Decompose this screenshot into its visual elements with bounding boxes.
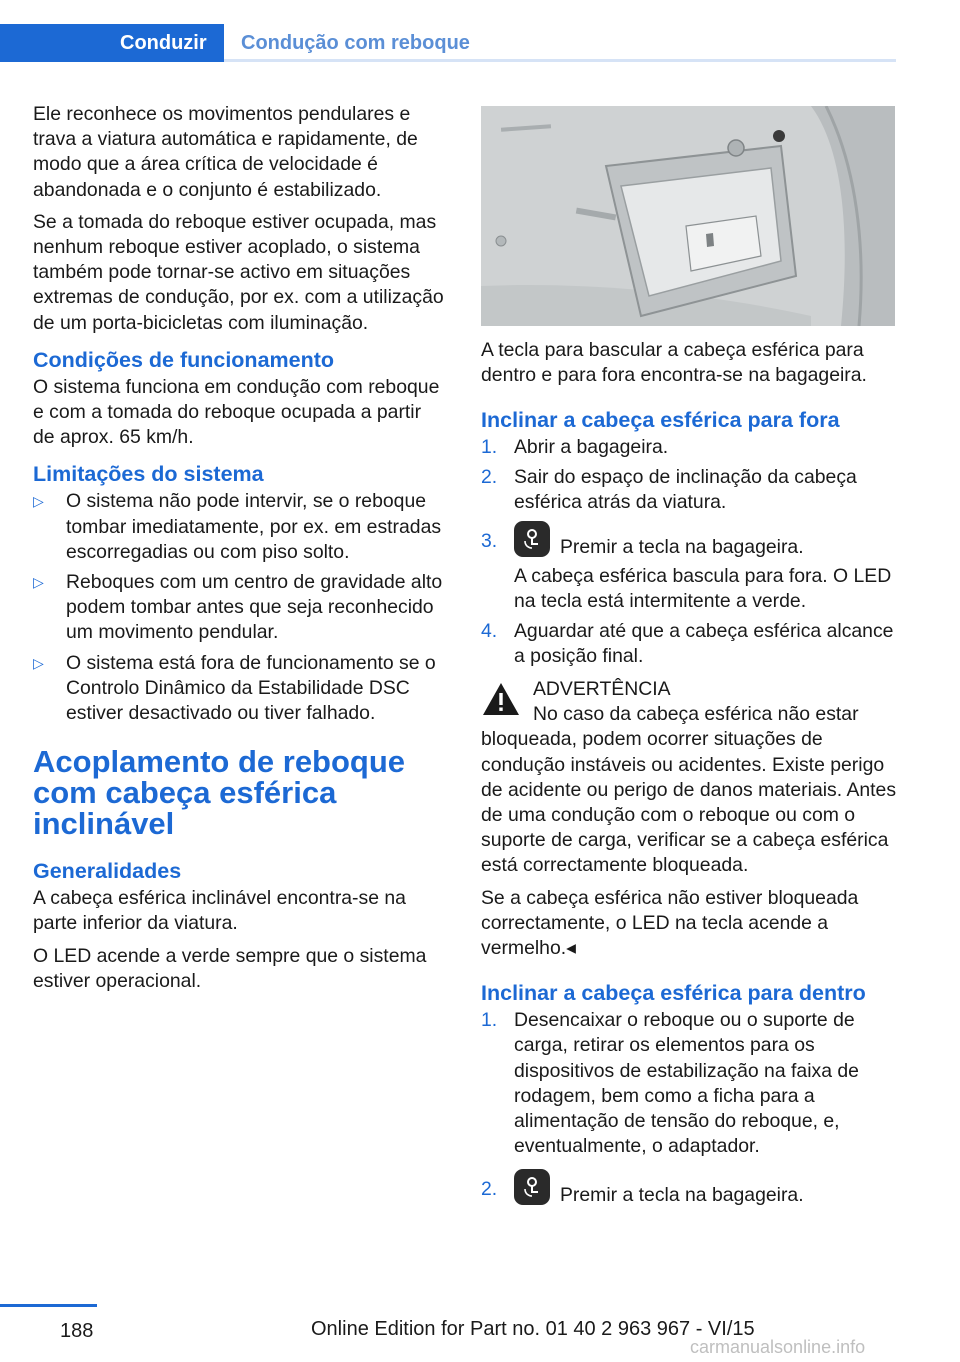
section-tab: Condução com reboque xyxy=(241,32,470,54)
edition-note: Online Edition for Part no. 01 40 2 963 967 - VI/15 xyxy=(311,1318,755,1340)
paragraph-socket: Se a tomada do reboque estiver ocupada, mas nenhum reboque estiver acoplado, o sistema também pode tornar-se activo em situações extremas de condução, por ex. com a utilização de um porta-bicicletas com iluminação. xyxy=(33,210,444,334)
triangle-bullet-icon: ▷ xyxy=(33,574,44,591)
heading-tilt-in: Inclinar a cabeça esférica para dentro xyxy=(481,981,866,1006)
photo-caption: A tecla para bascular a cabeça esférica para dentro e para fora encontra-se na bagageira. xyxy=(481,339,867,387)
tilt-in-steps xyxy=(481,1008,897,1208)
page-header xyxy=(0,24,896,62)
step-item: 1. Abrir a bagageira. xyxy=(481,436,669,459)
tow-hitch-button-icon xyxy=(514,1169,550,1205)
right-column xyxy=(481,338,897,1213)
heading-general: Generalidades xyxy=(33,859,182,884)
step-note: A cabeça esférica bascula para fora. O LED na tecla está intermitente a verde. xyxy=(514,565,892,613)
limitations-list xyxy=(33,489,448,726)
chapter-tab: Conduzir xyxy=(0,24,224,62)
paragraph-pendulum: Ele reconhece os movimentos pendulares e trava a viatura automática e rapidamente, de modo que a área crítica de velocidade é abandonada e o conjunto é estabilizado. xyxy=(33,103,418,201)
tilt-out-steps xyxy=(481,435,897,669)
tow-hitch-button-icon xyxy=(514,521,550,557)
paragraph-general-2: O LED acende a verde sempre que o sistema estiver operacional. xyxy=(33,944,427,992)
warning-triangle-icon xyxy=(481,681,521,717)
step-item: 2. Sair do espaço de inclinação da cabeça esférica atrás da viatura. xyxy=(481,465,857,513)
step-item: 4. Aguardar até que a cabeça esférica alcance a posição final. xyxy=(481,619,894,667)
heading-tilt-out: Inclinar a cabeça esférica para fora xyxy=(481,408,840,433)
footer-rule xyxy=(0,1304,97,1307)
step-item: 1. Desencaixar o reboque ou o suporte de carga, retirar os elementos para os dispositivos de estabilização na faixa de rodagem, bem como a ficha para a alimentação de tensão do reboque, e, eventualmente, o adaptador. xyxy=(481,1009,859,1158)
list-item: ▷ O sistema não pode intervir, se o reboque tombar imediatamente, por ex. em estradas escorregadias ou com piso solto. xyxy=(33,490,442,563)
triangle-bullet-icon: ▷ xyxy=(33,493,44,510)
header-underline xyxy=(224,59,896,62)
heading-conditions: Condições de funcionamento xyxy=(33,347,335,372)
step-item: 3. Premir a tecla na bagageira. A cabeça esférica bascula para fora. O LED na tecla está intermitente a verde. xyxy=(481,529,897,615)
warning-text: No caso da cabeça esférica não estar bloqueada, podem ocorrer situações de condução instáveis ou acidentes. Existe perigo de acidente ou perigo de danos materiais. Antes de uma condução com o reboque ou com o suporte de carga, verificar se a cabeça esférica está correctamente bloqueada. xyxy=(481,703,897,877)
page-number: 188 xyxy=(60,1320,94,1342)
warning-title: ADVERTÊNCIA xyxy=(533,678,671,701)
left-column xyxy=(33,102,448,1001)
heading-coupling: Acoplamento de reboque com cabeça esférica inclinável xyxy=(33,744,406,842)
triangle-bullet-icon: ▷ xyxy=(33,654,44,671)
heading-limitations: Limitações do sistema xyxy=(33,462,264,487)
step-item: 2. Premir a tecla na bagageira. xyxy=(481,1177,897,1208)
list-item: ▷ O sistema está fora de funcionamento se o Controlo Dinâmico da Estabilidade DSC estiver desactivado ou tiver falhado. xyxy=(33,651,436,725)
warning-box xyxy=(481,677,897,702)
paragraph-led-red: Se a cabeça esférica não estiver bloqueada correctamente, o LED na tecla acende a vermelho.◂ xyxy=(481,886,859,960)
paragraph-conditions: O sistema funciona em condução com reboque e com a tomada do reboque ocupada a partir de aprox. 65 km/h. xyxy=(33,375,440,449)
paragraph-general-1: A cabeça esférica inclinável encontra-se na parte inferior da viatura. xyxy=(33,887,406,935)
list-item: ▷ Reboques com um centro de gravidade alto podem tombar antes que seja reconhecido um movimento pendular. xyxy=(33,571,443,644)
watermark: carmanualsonline.info xyxy=(690,1337,866,1357)
luggage-compartment-photo xyxy=(481,106,895,326)
